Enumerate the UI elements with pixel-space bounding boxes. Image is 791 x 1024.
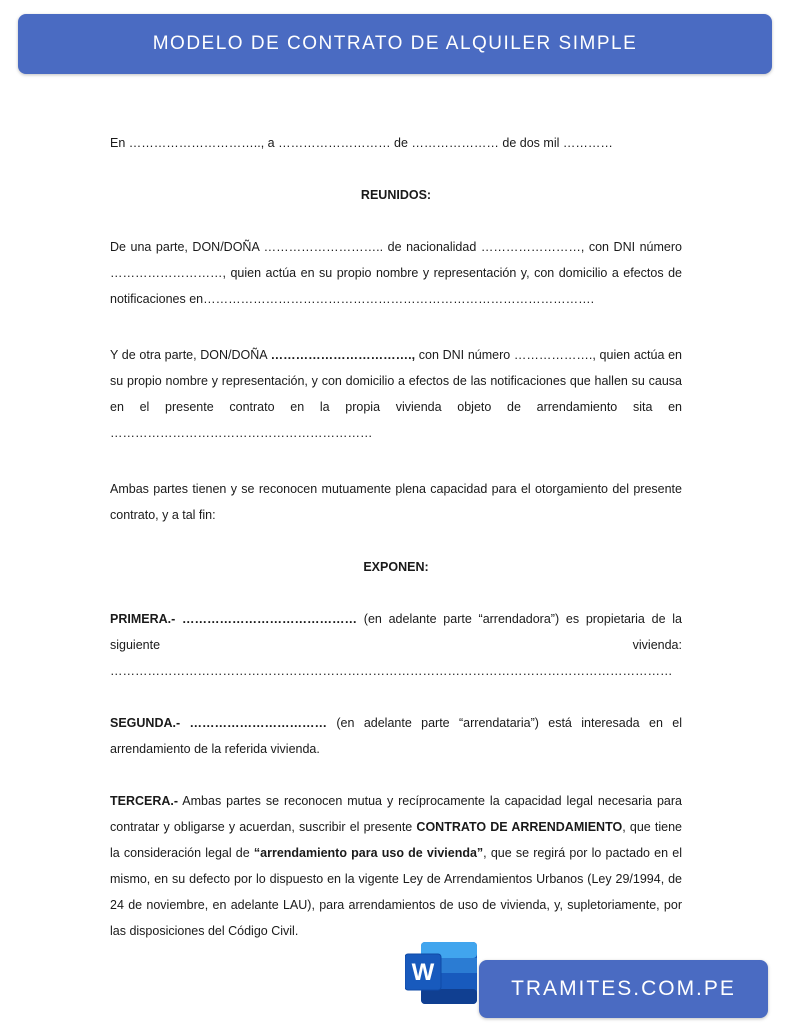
tercera-housing-use: “arrendamiento para uso de vivienda” [253, 846, 484, 860]
party-two-paragraph [110, 342, 682, 446]
page-title: MODELO DE CONTRATO DE ALQUILER SIMPLE [152, 33, 638, 54]
reunidos-heading: REUNIDOS: [360, 188, 432, 202]
title-banner [18, 14, 772, 74]
primera-text: (en adelante parte “arrendadora”) es propietaria de la siguiente vivienda: ……………………………………………………………………………………………………………………… [110, 612, 683, 678]
primera-label: PRIMERA.- [110, 612, 183, 626]
word-icon-letter: W [411, 959, 435, 986]
contract-body [110, 130, 682, 944]
party-one-paragraph: De una parte, DON/DOÑA ……………………….. de nacionalidad ……………………, con DNI número ………………………, quien actúa en su propio nombre y representación y, con domicilio a efectos de notificaciones en…………………………………………………………………………………. [110, 240, 682, 306]
clause-tercera [110, 788, 682, 944]
primera-blank: …………………………………… [182, 612, 358, 626]
party-two-rest: con DNI número ………………., quien actúa en su propio nombre y representación, y con domicilio a efectos de las notificaciones que hallen su causa en el presente contrato en la propia vivienda objeto de arrendamiento sita en ……………………………………………………… [110, 348, 682, 440]
opening-line: En ………………………….., a ……………………… de ………………… de dos mil ………… [110, 136, 613, 150]
brand-label: TRAMITES.COM.PE [511, 977, 736, 1000]
clause-primera [110, 606, 682, 684]
footer-banner [479, 960, 768, 1018]
segunda-blank: …………………………… [189, 716, 328, 730]
word-icon-band-bottom [421, 989, 477, 1004]
tercera-label: TERCERA.- [110, 794, 179, 808]
segunda-text: (en adelante parte “arrendataria”) está interesada en el arrendamiento de la referida vivienda. [110, 716, 682, 756]
clause-segunda [110, 710, 682, 762]
tercera-text-c: , que se regirá por lo pactado en el mismo, en su defecto por lo dispuesto en la vigente Ley de Arrendamientos Urbanos (Ley 29/1994, de 24 de noviembre, en adelante LAU), para arrendamientos de uso de vivienda, y, supletoriamente, por las disposiciones del Código Civil. [110, 846, 682, 938]
party-two-intro: Y de otra parte, DON/DOÑA [110, 348, 271, 362]
tercera-contract-title: CONTRATO DE ARRENDAMIENTO [416, 820, 623, 834]
tercera-text-b: , que tiene la consideración legal de [110, 820, 682, 860]
capacity-paragraph: Ambas partes tienen y se reconocen mutuamente plena capacidad para el otorgamiento del presente contrato, y a tal fin: [110, 482, 682, 522]
exponen-heading: EXPONEN: [363, 560, 429, 574]
tercera-text-a: Ambas partes se reconocen mutua y recíprocamente la capacidad legal necesaria para contratar y obligarse y acuerdan, suscribir el presente [110, 794, 682, 834]
word-icon [405, 942, 479, 1004]
segunda-label: SEGUNDA.- [110, 716, 190, 730]
party-two-name-blank: ……………………………., [270, 348, 416, 362]
